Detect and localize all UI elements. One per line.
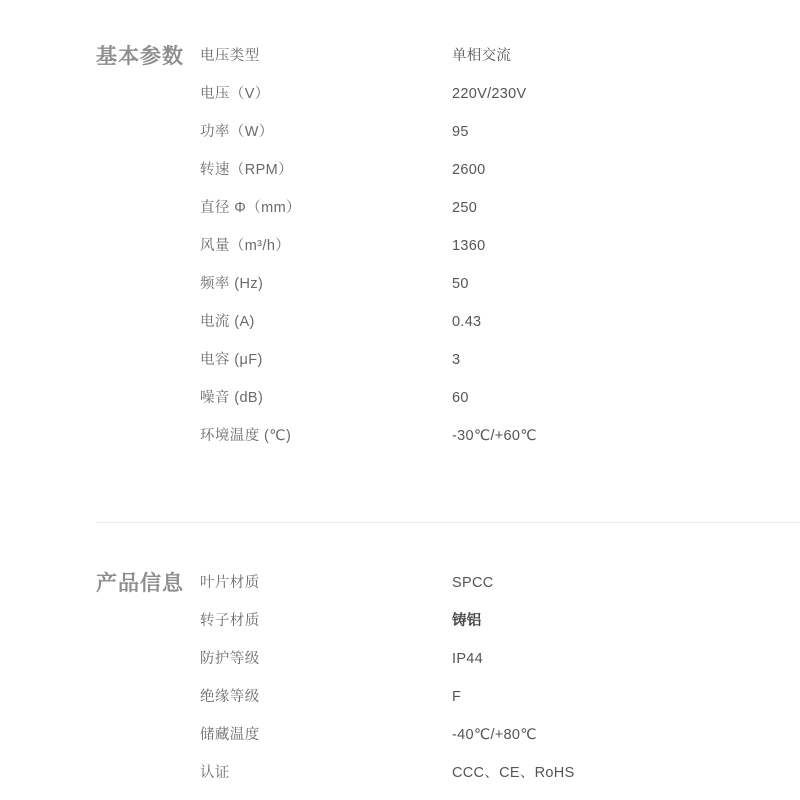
section-title-basic-parameters: 基本参数 xyxy=(96,45,184,68)
spec-label: 认证 xyxy=(200,765,230,781)
spec-row xyxy=(200,647,800,685)
spec-row xyxy=(200,310,800,348)
spec-value: -40℃/+80℃ xyxy=(452,727,537,743)
spec-value: 50 xyxy=(452,276,469,292)
spec-value: 95 xyxy=(452,124,469,140)
spec-label: 噪音 (dB) xyxy=(200,390,264,406)
spec-row xyxy=(200,196,800,234)
spec-table-product-information xyxy=(200,571,800,799)
spec-label: 频率 (Hz) xyxy=(200,276,264,292)
spec-label: 风量（m³/h） xyxy=(200,238,291,254)
spec-label: 功率（W） xyxy=(200,124,274,140)
spec-row xyxy=(200,272,800,310)
spec-value: CCC、CE、RoHS xyxy=(452,765,575,781)
spec-row xyxy=(200,571,800,609)
spec-row xyxy=(200,234,800,272)
spec-value: IP44 xyxy=(452,651,484,667)
section-gap xyxy=(0,462,800,522)
spec-value: SPCC xyxy=(452,575,494,591)
spec-value: F xyxy=(452,689,462,705)
spec-row xyxy=(200,609,800,647)
spec-table-basic-parameters xyxy=(200,44,800,462)
spec-row xyxy=(200,424,800,462)
spec-label: 直径 Φ（mm） xyxy=(200,200,301,216)
spec-value: 2600 xyxy=(452,162,486,178)
spec-row xyxy=(200,158,800,196)
spec-value: 3 xyxy=(452,352,461,368)
spec-row xyxy=(200,44,800,82)
spec-value: 铸铝 xyxy=(452,613,482,629)
spec-row xyxy=(200,82,800,120)
spec-value: 60 xyxy=(452,390,469,406)
spec-row xyxy=(200,685,800,723)
section-title-product-information: 产品信息 xyxy=(96,572,184,595)
spec-value: 0.43 xyxy=(452,314,482,330)
spec-value: -30℃/+60℃ xyxy=(452,428,537,444)
spec-label: 转子材质 xyxy=(200,613,260,629)
spec-label: 电容 (μF) xyxy=(200,352,263,368)
spec-value: 220V/230V xyxy=(452,86,527,102)
section-product-information xyxy=(0,523,800,799)
spec-label: 防护等级 xyxy=(200,651,260,667)
spec-label: 储藏温度 xyxy=(200,727,260,743)
spec-row xyxy=(200,723,800,761)
spec-label: 电压类型 xyxy=(200,48,260,64)
spec-label: 电压（V） xyxy=(200,86,270,102)
spec-label: 叶片材质 xyxy=(200,575,260,591)
spec-value: 250 xyxy=(452,200,478,216)
spec-value: 1360 xyxy=(452,238,486,254)
spec-row xyxy=(200,761,800,799)
spec-row xyxy=(200,120,800,158)
spec-label: 环境温度 (℃) xyxy=(200,428,292,444)
spec-row xyxy=(200,386,800,424)
spec-row xyxy=(200,348,800,386)
spec-label: 电流 (A) xyxy=(200,314,255,330)
spec-value: 单相交流 xyxy=(452,48,512,64)
spec-label: 转速（RPM） xyxy=(200,162,294,178)
spec-label: 绝缘等级 xyxy=(200,689,260,705)
